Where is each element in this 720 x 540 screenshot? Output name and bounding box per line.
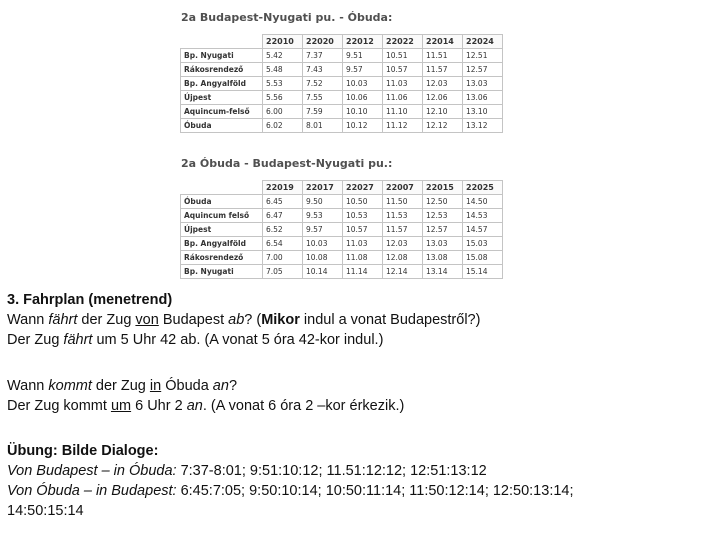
text-segment: ? ( — [244, 312, 262, 328]
time-cell: 10.51 — [383, 49, 423, 63]
text-segment: Der Zug kommt — [7, 398, 111, 414]
time-cell: 7.05 — [263, 265, 303, 279]
table-row — [181, 223, 503, 237]
time-cell: 13.03 — [423, 237, 463, 251]
time-cell: 9.53 — [303, 209, 343, 223]
time-cell: 9.50 — [303, 195, 343, 209]
table-row — [181, 209, 503, 223]
timetable-2-title: 2a Óbuda - Budapest-Nyugati pu.: — [181, 157, 393, 170]
table-row — [181, 195, 503, 209]
timetable-1-title: 2a Budapest-Nyugati pu. - Óbuda: — [181, 11, 393, 24]
table-header-row — [181, 35, 503, 49]
table-row — [181, 77, 503, 91]
station-name: Újpest — [181, 223, 263, 237]
time-cell: 11.06 — [383, 91, 423, 105]
time-cell: 11.53 — [383, 209, 423, 223]
station-name: Bp. Angyalföld — [181, 77, 263, 91]
time-cell: 11.51 — [423, 49, 463, 63]
time-cell: 13.06 — [463, 91, 503, 105]
header-corner — [181, 35, 263, 49]
section-heading: Übung: Bilde Dialoge: — [7, 443, 159, 459]
text-segment: an — [186, 398, 203, 414]
time-cell: 10.50 — [343, 195, 383, 209]
time-cell: 12.53 — [423, 209, 463, 223]
station-name: Óbuda — [181, 119, 263, 133]
text-segment: der Zug — [77, 312, 136, 328]
train-number: 22019 — [263, 181, 303, 195]
header-corner — [181, 181, 263, 195]
train-number: 22015 — [423, 181, 463, 195]
time-cell: 13.08 — [423, 251, 463, 265]
text-segment: in — [149, 378, 162, 394]
text-segment: ab — [228, 312, 245, 328]
time-cell: 6.00 — [263, 105, 303, 119]
time-cell: 6.54 — [263, 237, 303, 251]
train-number: 22010 — [263, 35, 303, 49]
exercise-line — [7, 481, 574, 501]
table-row — [181, 49, 503, 63]
time-cell: 11.14 — [343, 265, 383, 279]
text-segment: Wann — [7, 378, 49, 394]
exercise-line: 14:50:15:14 — [7, 503, 84, 519]
station-name: Aquincum-felső — [181, 105, 263, 119]
time-cell: 10.06 — [343, 91, 383, 105]
time-cell: 8.01 — [303, 119, 343, 133]
time-cell: 11.57 — [383, 223, 423, 237]
table-row — [181, 251, 503, 265]
text-segment: der Zug — [91, 378, 150, 394]
time-cell: 11.12 — [383, 119, 423, 133]
time-cell: 12.14 — [383, 265, 423, 279]
time-cell: 11.10 — [383, 105, 423, 119]
text-segment: ? — [228, 378, 238, 394]
text-segment: 6 Uhr 2 — [131, 398, 187, 414]
table-row — [181, 265, 503, 279]
time-cell: 12.10 — [423, 105, 463, 119]
station-name: Aquincum felső — [181, 209, 263, 223]
train-number: 22007 — [383, 181, 423, 195]
text-segment: um 5 Uhr 42 ab. (A vonat 5 óra 42-kor indul.) — [92, 332, 384, 348]
timetable-2 — [180, 180, 503, 279]
time-cell: 9.57 — [343, 63, 383, 77]
train-number: 22024 — [463, 35, 503, 49]
table-row — [181, 63, 503, 77]
time-cell: 12.03 — [423, 77, 463, 91]
time-cell: 5.42 — [263, 49, 303, 63]
time-cell: 14.50 — [463, 195, 503, 209]
train-number: 22017 — [303, 181, 343, 195]
time-cell: 7.00 — [263, 251, 303, 265]
answer-departure — [7, 330, 480, 350]
time-cell: 13.10 — [463, 105, 503, 119]
station-name: Újpest — [181, 91, 263, 105]
text-segment: fährt — [48, 312, 78, 328]
table-row — [181, 91, 503, 105]
section-arrival — [7, 376, 404, 416]
train-number: 22022 — [383, 35, 423, 49]
text-segment: . (A vonat 6 óra 2 –kor érkezik.) — [202, 398, 405, 414]
train-number: 22014 — [423, 35, 463, 49]
text-segment: kommt — [48, 378, 92, 394]
time-cell: 11.03 — [383, 77, 423, 91]
time-cell: 12.51 — [463, 49, 503, 63]
exercise-line — [7, 461, 574, 481]
text-segment: Óbuda — [161, 378, 213, 394]
time-cell: 6.47 — [263, 209, 303, 223]
time-cell: 5.53 — [263, 77, 303, 91]
text-segment: fährt — [63, 332, 93, 348]
text-segment: 6:45:7:05; 9:50:10:14; 10:50:11:14; 11:50:12:14; 12:50:13:14; — [176, 483, 574, 499]
time-cell: 13.03 — [463, 77, 503, 91]
question-arrival — [7, 376, 404, 396]
text-segment: Der Zug — [7, 332, 64, 348]
time-cell: 14.53 — [463, 209, 503, 223]
time-cell: 10.03 — [303, 237, 343, 251]
time-cell: 9.57 — [303, 223, 343, 237]
text-segment: 7:37-8:01; 9:51:10:12; 11.51:12:12; 12:51:13:12 — [176, 463, 487, 479]
time-cell: 7.59 — [303, 105, 343, 119]
time-cell: 7.37 — [303, 49, 343, 63]
train-number: 22020 — [303, 35, 343, 49]
time-cell: 15.14 — [463, 265, 503, 279]
time-cell: 12.57 — [463, 63, 503, 77]
section-fahrplan — [7, 290, 480, 350]
time-cell: 5.48 — [263, 63, 303, 77]
text-segment: um — [110, 398, 132, 414]
time-cell: 13.12 — [463, 119, 503, 133]
station-name: Rákosrendező — [181, 63, 263, 77]
time-cell: 15.08 — [463, 251, 503, 265]
time-cell: 10.10 — [343, 105, 383, 119]
time-cell: 6.02 — [263, 119, 303, 133]
time-cell: 12.57 — [423, 223, 463, 237]
table-row — [181, 119, 503, 133]
time-cell: 10.53 — [343, 209, 383, 223]
text-segment: von — [135, 312, 159, 328]
time-cell: 10.57 — [383, 63, 423, 77]
text-segment: Wann — [7, 312, 49, 328]
time-cell: 7.43 — [303, 63, 343, 77]
text-segment: Von Budapest – in Óbuda: — [7, 463, 177, 479]
time-cell: 9.51 — [343, 49, 383, 63]
train-number: 22012 — [343, 35, 383, 49]
table-row — [181, 237, 503, 251]
time-cell: 10.03 — [343, 77, 383, 91]
time-cell: 11.08 — [343, 251, 383, 265]
time-cell: 10.12 — [343, 119, 383, 133]
question-departure — [7, 310, 480, 330]
time-cell: 11.50 — [383, 195, 423, 209]
time-cell: 12.12 — [423, 119, 463, 133]
time-cell: 10.57 — [343, 223, 383, 237]
time-cell: 7.52 — [303, 77, 343, 91]
text-segment: indul a vonat Budapestről?) — [299, 312, 481, 328]
table-row — [181, 105, 503, 119]
text-segment: an — [212, 378, 229, 394]
table-header-row — [181, 181, 503, 195]
text-segment: Mikor — [261, 312, 300, 328]
answer-arrival — [7, 396, 404, 416]
text-segment: Von Óbuda – in Budapest: — [7, 483, 177, 499]
time-cell: 7.55 — [303, 91, 343, 105]
time-cell: 12.08 — [383, 251, 423, 265]
timetable-1 — [180, 34, 503, 133]
train-number: 22025 — [463, 181, 503, 195]
train-number: 22027 — [343, 181, 383, 195]
time-cell: 5.56 — [263, 91, 303, 105]
station-name: Rákosrendező — [181, 251, 263, 265]
text-segment: Budapest — [158, 312, 229, 328]
time-cell: 13.14 — [423, 265, 463, 279]
time-cell: 15.03 — [463, 237, 503, 251]
time-cell: 12.06 — [423, 91, 463, 105]
time-cell: 6.52 — [263, 223, 303, 237]
time-cell: 12.50 — [423, 195, 463, 209]
time-cell: 10.08 — [303, 251, 343, 265]
time-cell: 10.14 — [303, 265, 343, 279]
station-name: Bp. Nyugati — [181, 265, 263, 279]
station-name: Bp. Nyugati — [181, 49, 263, 63]
time-cell: 6.45 — [263, 195, 303, 209]
time-cell: 11.57 — [423, 63, 463, 77]
time-cell: 14.57 — [463, 223, 503, 237]
time-cell: 12.03 — [383, 237, 423, 251]
time-cell: 11.03 — [343, 237, 383, 251]
station-name: Bp. Angyalföld — [181, 237, 263, 251]
section-exercise — [7, 441, 574, 521]
station-name: Óbuda — [181, 195, 263, 209]
section-heading: 3. Fahrplan (menetrend) — [7, 292, 173, 308]
